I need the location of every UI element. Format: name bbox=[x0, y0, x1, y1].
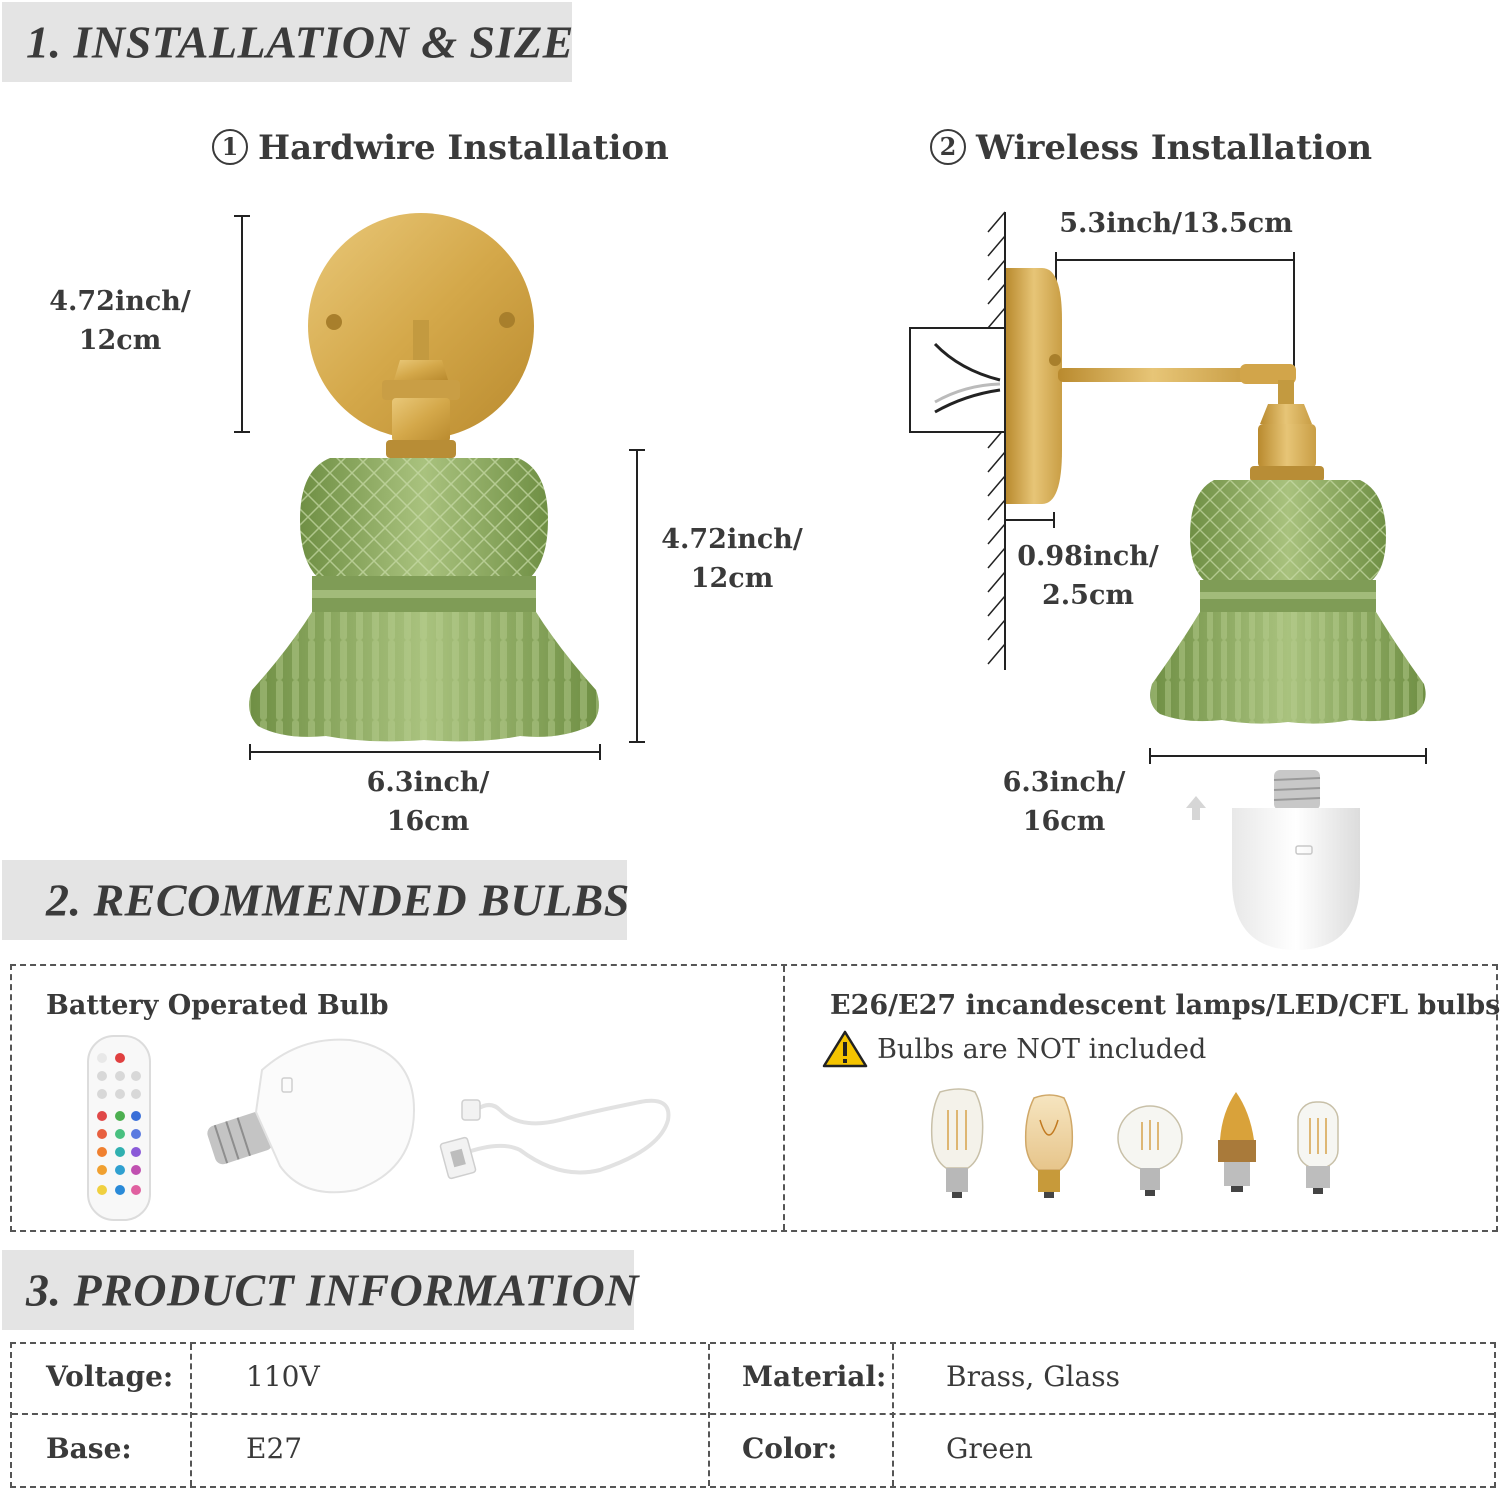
bulb-amber-st64 bbox=[1026, 1095, 1073, 1198]
battery-bulb-title: Battery Operated Bulb bbox=[46, 990, 389, 1021]
warning-text: Bulbs are NOT included bbox=[877, 1033, 1207, 1065]
dim-line-2: 12cm bbox=[690, 563, 774, 594]
bulb-candle bbox=[1218, 1092, 1256, 1192]
bulbs-panel-divider bbox=[783, 966, 785, 1230]
base-value: E27 bbox=[246, 1432, 303, 1465]
dim-line-2: 2.5cm bbox=[1042, 580, 1134, 611]
usb-cable bbox=[462, 1101, 668, 1173]
backplate-height-label bbox=[40, 282, 200, 360]
step-marker: 1 bbox=[212, 129, 248, 165]
voltage-value: 110V bbox=[246, 1360, 320, 1393]
shade-height-label bbox=[652, 520, 812, 598]
extension-label: 5.3inch/13.5cm bbox=[1059, 208, 1293, 239]
shade-width-label bbox=[348, 763, 508, 841]
backplate-depth-label bbox=[1008, 537, 1168, 615]
table-col-divider bbox=[892, 1344, 894, 1486]
warning-icon bbox=[822, 1030, 868, 1068]
dim-line-2: 12cm bbox=[78, 325, 162, 356]
section-header-product bbox=[2, 1250, 639, 1330]
compatible-bulbs-row bbox=[910, 1085, 1350, 1205]
hardwire-title bbox=[212, 128, 669, 168]
table-col-divider bbox=[190, 1344, 192, 1486]
dim-line-2: 16cm bbox=[386, 806, 470, 837]
remote-control bbox=[88, 1036, 150, 1220]
bulb-t45 bbox=[1298, 1102, 1338, 1194]
color-label: Color: bbox=[742, 1432, 838, 1465]
bulb-st64 bbox=[932, 1089, 983, 1198]
compatible-bulbs-title: E26/E27 incandescent lamps/LED/CFL bulbs bbox=[830, 990, 1500, 1021]
base-label: Base: bbox=[46, 1432, 132, 1465]
material-value: Brass, Glass bbox=[946, 1360, 1120, 1393]
step-marker: 2 bbox=[930, 129, 966, 165]
dim-line-2: 16cm bbox=[1022, 806, 1106, 837]
color-value: Green bbox=[946, 1432, 1033, 1465]
hardwire-title-text: Hardwire Installation bbox=[258, 128, 669, 168]
section-title: 3. PRODUCT INFORMATION bbox=[26, 1264, 639, 1316]
voltage-label: Voltage: bbox=[46, 1360, 174, 1393]
wireless-title-text: Wireless Installation bbox=[976, 128, 1373, 168]
section-header-bulbs bbox=[2, 860, 630, 940]
dim-line-1: 4.72inch/ bbox=[661, 524, 803, 555]
battery-bulb bbox=[205, 1040, 414, 1193]
section-title: 2. RECOMMENDED BULBS bbox=[46, 874, 630, 926]
hardwire-lamp-illustration bbox=[0, 190, 840, 770]
material-label: Material: bbox=[742, 1360, 887, 1393]
wireless-title bbox=[930, 128, 1372, 168]
battery-bulb-kit bbox=[80, 1030, 680, 1225]
bulb-g45 bbox=[1118, 1106, 1182, 1196]
dim-line-1: 0.98inch/ bbox=[1017, 541, 1159, 572]
section-title: 1. INSTALLATION & SIZE bbox=[26, 16, 574, 68]
dim-line-1: 6.3inch/ bbox=[1002, 767, 1126, 798]
table-col-divider bbox=[708, 1344, 710, 1486]
dim-line-1: 6.3inch/ bbox=[366, 767, 490, 798]
table-row-divider bbox=[12, 1413, 1494, 1415]
wireless-lamp-illustration bbox=[890, 200, 1450, 960]
warning-note bbox=[822, 1030, 1206, 1068]
section-header-installation bbox=[2, 2, 572, 82]
dim-line-1: 4.72inch/ bbox=[49, 286, 191, 317]
wireless-shade-width-label bbox=[984, 763, 1144, 841]
